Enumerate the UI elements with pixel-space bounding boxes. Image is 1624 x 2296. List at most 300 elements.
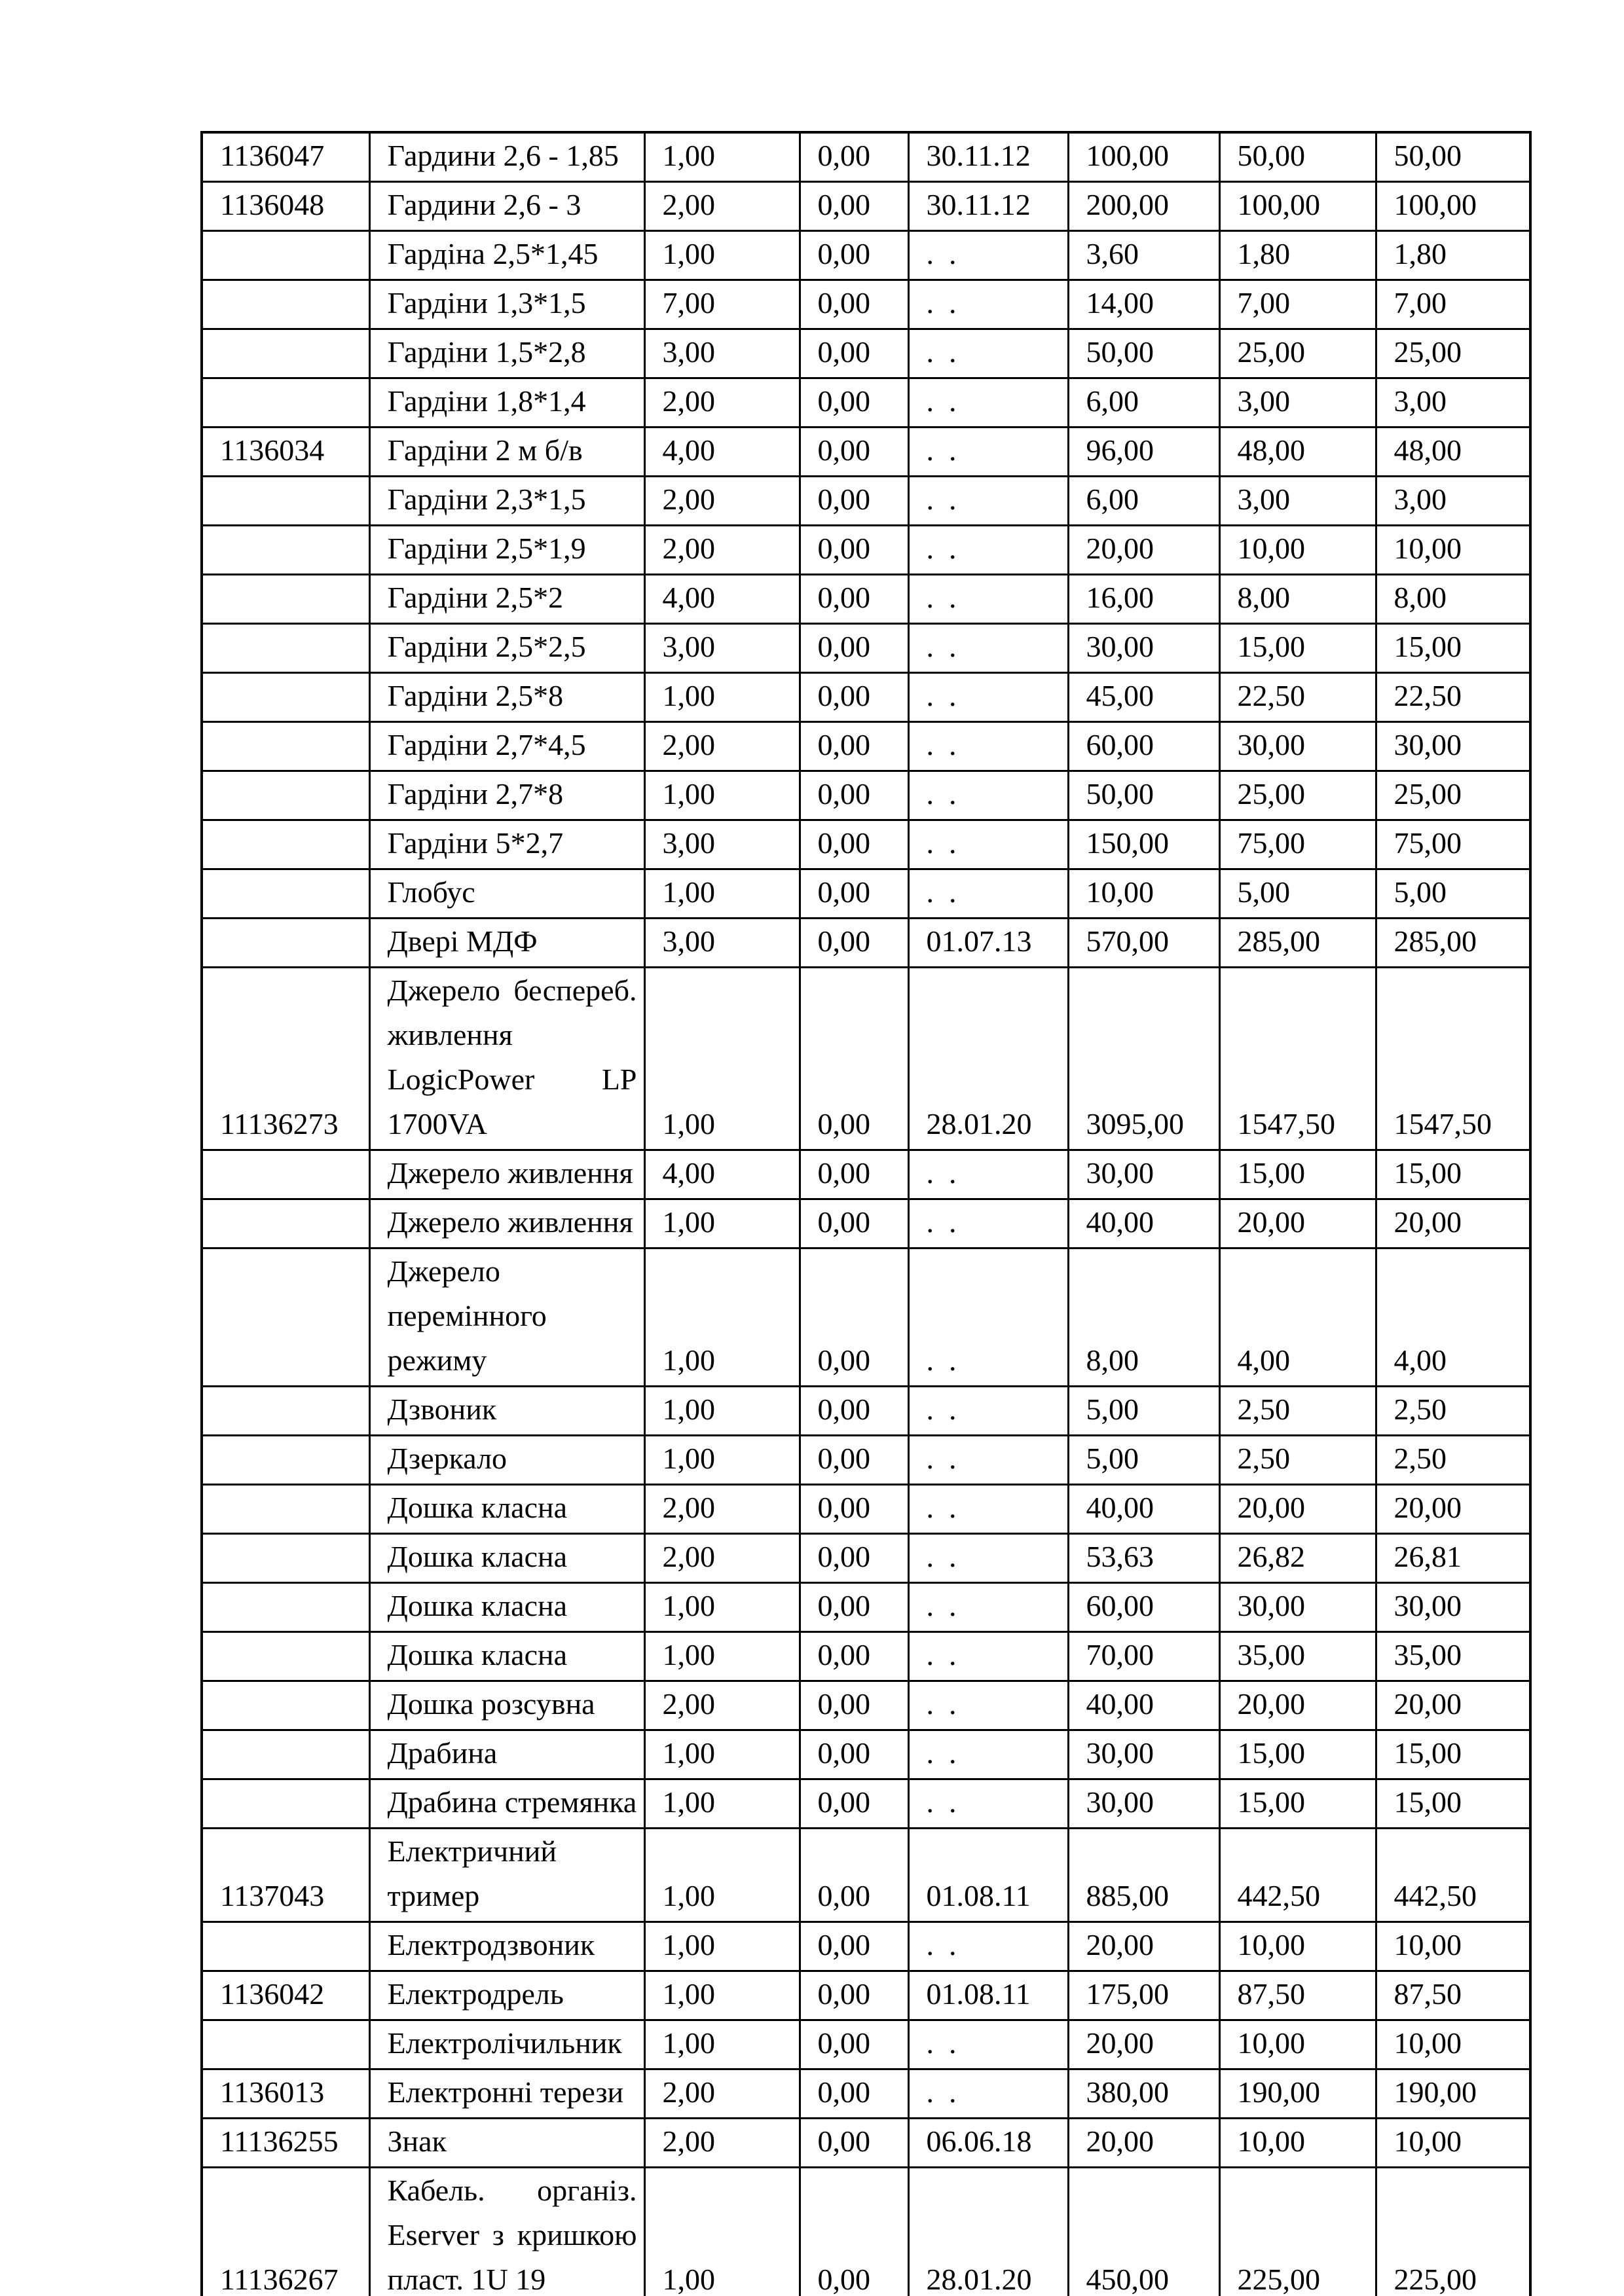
secondary-qty-cell: 0,00 [800, 820, 908, 869]
item-name-cell: Кабель. організ. Eserver з кришкою пласт. 1U 19 [369, 2168, 644, 2296]
inventory-id-cell [202, 1150, 369, 1199]
inventory-table-body [202, 132, 1530, 2296]
item-name-cell: Гардіни 5*2,7 [369, 820, 644, 869]
table-row [202, 477, 1530, 526]
half-value-1-cell: 3,00 [1219, 378, 1376, 428]
date-cell: . . [908, 1199, 1068, 1248]
total-value-cell: 450,00 [1068, 2168, 1219, 2296]
total-value-cell: 6,00 [1068, 477, 1219, 526]
date-cell: . . [908, 1779, 1068, 1829]
date-cell: 28.01.20 [908, 2168, 1068, 2296]
item-name-cell: Гардіни 1,5*2,8 [369, 329, 644, 378]
secondary-qty-cell: 0,00 [800, 2069, 908, 2119]
table-row [202, 1436, 1530, 1485]
quantity-cell: 3,00 [644, 919, 800, 968]
table-row [202, 673, 1530, 722]
quantity-cell: 2,00 [644, 1534, 800, 1583]
half-value-1-cell: 20,00 [1219, 1485, 1376, 1534]
secondary-qty-cell: 0,00 [800, 1387, 908, 1436]
total-value-cell: 3,60 [1068, 231, 1219, 280]
quantity-cell: 1,00 [644, 2020, 800, 2069]
half-value-2-cell: 20,00 [1376, 1681, 1530, 1730]
half-value-1-cell: 30,00 [1219, 722, 1376, 771]
table-row [202, 624, 1530, 673]
inventory-id-cell [202, 477, 369, 526]
inventory-id-cell: 11136255 [202, 2119, 369, 2168]
half-value-1-cell: 442,50 [1219, 1829, 1376, 1922]
table-row [202, 182, 1530, 231]
date-cell: 06.06.18 [908, 2119, 1068, 2168]
secondary-qty-cell: 0,00 [800, 1583, 908, 1632]
inventory-id-cell: 1136013 [202, 2069, 369, 2119]
total-value-cell: 380,00 [1068, 2069, 1219, 2119]
secondary-qty-cell: 0,00 [800, 771, 908, 820]
table-row [202, 1485, 1530, 1534]
half-value-2-cell: 442,50 [1376, 1829, 1530, 1922]
total-value-cell: 40,00 [1068, 1681, 1219, 1730]
total-value-cell: 20,00 [1068, 1922, 1219, 1971]
date-cell: . . [908, 280, 1068, 329]
quantity-cell: 3,00 [644, 820, 800, 869]
table-row [202, 2119, 1530, 2168]
inventory-id-cell: 1136042 [202, 1971, 369, 2020]
half-value-2-cell: 2,50 [1376, 1436, 1530, 1485]
half-value-2-cell: 15,00 [1376, 624, 1530, 673]
inventory-id-cell [202, 575, 369, 624]
table-row [202, 1971, 1530, 2020]
secondary-qty-cell: 0,00 [800, 2119, 908, 2168]
item-name-cell: Дошка розсувна [369, 1681, 644, 1730]
half-value-2-cell: 75,00 [1376, 820, 1530, 869]
item-name-cell: Гардіни 2,7*4,5 [369, 722, 644, 771]
half-value-2-cell: 4,00 [1376, 1248, 1530, 1387]
half-value-2-cell: 20,00 [1376, 1485, 1530, 1534]
half-value-1-cell: 5,00 [1219, 869, 1376, 919]
date-cell: 01.07.13 [908, 919, 1068, 968]
inventory-id-cell: 11136267 [202, 2168, 369, 2296]
quantity-cell: 4,00 [644, 428, 800, 477]
total-value-cell: 6,00 [1068, 378, 1219, 428]
half-value-1-cell: 3,00 [1219, 477, 1376, 526]
half-value-2-cell: 15,00 [1376, 1730, 1530, 1779]
date-cell: . . [908, 673, 1068, 722]
secondary-qty-cell: 0,00 [800, 280, 908, 329]
quantity-cell: 1,00 [644, 1922, 800, 1971]
item-name-cell: Джерело живлення [369, 1199, 644, 1248]
total-value-cell: 5,00 [1068, 1436, 1219, 1485]
half-value-1-cell: 15,00 [1219, 1150, 1376, 1199]
table-row [202, 1922, 1530, 1971]
date-cell: . . [908, 2069, 1068, 2119]
secondary-qty-cell: 0,00 [800, 1922, 908, 1971]
half-value-2-cell: 10,00 [1376, 2119, 1530, 2168]
table-row [202, 919, 1530, 968]
item-name-cell: Драбина стремянка [369, 1779, 644, 1829]
date-cell: 01.08.11 [908, 1971, 1068, 2020]
table-row [202, 231, 1530, 280]
half-value-1-cell: 10,00 [1219, 1922, 1376, 1971]
half-value-1-cell: 2,50 [1219, 1387, 1376, 1436]
item-name-cell: Гардіни 1,8*1,4 [369, 378, 644, 428]
half-value-1-cell: 225,00 [1219, 2168, 1376, 2296]
half-value-2-cell: 15,00 [1376, 1779, 1530, 1829]
secondary-qty-cell: 0,00 [800, 231, 908, 280]
table-row [202, 771, 1530, 820]
quantity-cell: 2,00 [644, 2119, 800, 2168]
date-cell: . . [908, 378, 1068, 428]
secondary-qty-cell: 0,00 [800, 2020, 908, 2069]
inventory-table [200, 131, 1532, 2296]
item-name-cell: Гардіни 2,5*8 [369, 673, 644, 722]
quantity-cell: 1,00 [644, 1829, 800, 1922]
table-row [202, 2020, 1530, 2069]
total-value-cell: 175,00 [1068, 1971, 1219, 2020]
secondary-qty-cell: 0,00 [800, 1632, 908, 1681]
half-value-1-cell: 20,00 [1219, 1681, 1376, 1730]
quantity-cell: 2,00 [644, 2069, 800, 2119]
half-value-2-cell: 26,81 [1376, 1534, 1530, 1583]
date-cell: . . [908, 722, 1068, 771]
total-value-cell: 96,00 [1068, 428, 1219, 477]
secondary-qty-cell: 0,00 [800, 1436, 908, 1485]
half-value-1-cell: 8,00 [1219, 575, 1376, 624]
total-value-cell: 885,00 [1068, 1829, 1219, 1922]
secondary-qty-cell: 0,00 [800, 1199, 908, 1248]
table-row [202, 526, 1530, 575]
half-value-1-cell: 10,00 [1219, 2119, 1376, 2168]
quantity-cell: 1,00 [644, 673, 800, 722]
total-value-cell: 570,00 [1068, 919, 1219, 968]
item-name-cell: Гардіни 2,5*2 [369, 575, 644, 624]
half-value-1-cell: 50,00 [1219, 132, 1376, 182]
table-row [202, 378, 1530, 428]
half-value-1-cell: 10,00 [1219, 526, 1376, 575]
item-name-cell: Гардини 2,6 - 3 [369, 182, 644, 231]
table-row [202, 132, 1530, 182]
half-value-1-cell: 4,00 [1219, 1248, 1376, 1387]
date-cell: 01.08.11 [908, 1829, 1068, 1922]
total-value-cell: 53,63 [1068, 1534, 1219, 1583]
half-value-1-cell: 15,00 [1219, 1779, 1376, 1829]
total-value-cell: 40,00 [1068, 1485, 1219, 1534]
secondary-qty-cell: 0,00 [800, 673, 908, 722]
total-value-cell: 14,00 [1068, 280, 1219, 329]
quantity-cell: 2,00 [644, 722, 800, 771]
half-value-2-cell: 25,00 [1376, 329, 1530, 378]
item-name-cell: Дошка класна [369, 1485, 644, 1534]
half-value-2-cell: 2,50 [1376, 1387, 1530, 1436]
item-name-cell: Електродзвоник [369, 1922, 644, 1971]
total-value-cell: 60,00 [1068, 722, 1219, 771]
date-cell: . . [908, 1730, 1068, 1779]
total-value-cell: 30,00 [1068, 624, 1219, 673]
inventory-id-cell [202, 869, 369, 919]
item-name-cell: Гардіни 2,3*1,5 [369, 477, 644, 526]
total-value-cell: 20,00 [1068, 2119, 1219, 2168]
quantity-cell: 1,00 [644, 231, 800, 280]
secondary-qty-cell: 0,00 [800, 624, 908, 673]
inventory-id-cell: 1137043 [202, 1829, 369, 1922]
inventory-id-cell [202, 1583, 369, 1632]
item-name-cell: Електричний тример [369, 1829, 644, 1922]
date-cell: . . [908, 1150, 1068, 1199]
total-value-cell: 8,00 [1068, 1248, 1219, 1387]
inventory-id-cell: 11136273 [202, 968, 369, 1150]
half-value-2-cell: 3,00 [1376, 477, 1530, 526]
half-value-2-cell: 8,00 [1376, 575, 1530, 624]
item-name-cell: Електронні терези [369, 2069, 644, 2119]
table-row [202, 329, 1530, 378]
total-value-cell: 30,00 [1068, 1150, 1219, 1199]
table-row [202, 1632, 1530, 1681]
half-value-1-cell: 75,00 [1219, 820, 1376, 869]
inventory-id-cell [202, 1485, 369, 1534]
half-value-2-cell: 22,50 [1376, 673, 1530, 722]
date-cell: . . [908, 1922, 1068, 1971]
date-cell: 30.11.12 [908, 132, 1068, 182]
table-row [202, 1534, 1530, 1583]
item-name-cell: Дзвоник [369, 1387, 644, 1436]
inventory-id-cell [202, 378, 369, 428]
inventory-id-cell [202, 771, 369, 820]
secondary-qty-cell: 0,00 [800, 378, 908, 428]
half-value-1-cell: 15,00 [1219, 1730, 1376, 1779]
secondary-qty-cell: 0,00 [800, 1829, 908, 1922]
total-value-cell: 20,00 [1068, 2020, 1219, 2069]
quantity-cell: 1,00 [644, 2168, 800, 2296]
half-value-1-cell: 1547,50 [1219, 968, 1376, 1150]
total-value-cell: 40,00 [1068, 1199, 1219, 1248]
item-name-cell: Електродрель [369, 1971, 644, 2020]
inventory-id-cell [202, 329, 369, 378]
inventory-id-cell [202, 1779, 369, 1829]
inventory-id-cell [202, 1730, 369, 1779]
quantity-cell: 1,00 [644, 1779, 800, 1829]
total-value-cell: 3095,00 [1068, 968, 1219, 1150]
table-row [202, 722, 1530, 771]
table-row [202, 1779, 1530, 1829]
item-name-cell: Гардіни 2 м б/в [369, 428, 644, 477]
item-name-cell: Джерело перемінного режиму [369, 1248, 644, 1387]
item-name-cell: Гардини 2,6 - 1,85 [369, 132, 644, 182]
secondary-qty-cell: 0,00 [800, 132, 908, 182]
quantity-cell: 4,00 [644, 575, 800, 624]
half-value-2-cell: 25,00 [1376, 771, 1530, 820]
quantity-cell: 1,00 [644, 1730, 800, 1779]
date-cell: 28.01.20 [908, 968, 1068, 1150]
date-cell: . . [908, 526, 1068, 575]
half-value-2-cell: 48,00 [1376, 428, 1530, 477]
quantity-cell: 1,00 [644, 1248, 800, 1387]
secondary-qty-cell: 0,00 [800, 1730, 908, 1779]
total-value-cell: 10,00 [1068, 869, 1219, 919]
inventory-id-cell [202, 280, 369, 329]
date-cell: 30.11.12 [908, 182, 1068, 231]
half-value-2-cell: 30,00 [1376, 1583, 1530, 1632]
secondary-qty-cell: 0,00 [800, 2168, 908, 2296]
inventory-id-cell: 1136034 [202, 428, 369, 477]
date-cell: . . [908, 1248, 1068, 1387]
inventory-id-cell [202, 722, 369, 771]
half-value-2-cell: 7,00 [1376, 280, 1530, 329]
secondary-qty-cell: 0,00 [800, 1681, 908, 1730]
inventory-id-cell: 1136047 [202, 132, 369, 182]
quantity-cell: 1,00 [644, 1971, 800, 2020]
half-value-1-cell: 7,00 [1219, 280, 1376, 329]
half-value-2-cell: 87,50 [1376, 1971, 1530, 2020]
quantity-cell: 1,00 [644, 968, 800, 1150]
half-value-1-cell: 2,50 [1219, 1436, 1376, 1485]
table-row [202, 280, 1530, 329]
secondary-qty-cell: 0,00 [800, 869, 908, 919]
half-value-2-cell: 35,00 [1376, 1632, 1530, 1681]
item-name-cell: Двері МДФ [369, 919, 644, 968]
item-name-cell: Драбина [369, 1730, 644, 1779]
quantity-cell: 1,00 [644, 771, 800, 820]
half-value-1-cell: 100,00 [1219, 182, 1376, 231]
total-value-cell: 70,00 [1068, 1632, 1219, 1681]
inventory-id-cell [202, 1387, 369, 1436]
half-value-2-cell: 1,80 [1376, 231, 1530, 280]
total-value-cell: 30,00 [1068, 1730, 1219, 1779]
total-value-cell: 5,00 [1068, 1387, 1219, 1436]
half-value-2-cell: 285,00 [1376, 919, 1530, 968]
half-value-2-cell: 10,00 [1376, 1922, 1530, 1971]
secondary-qty-cell: 0,00 [800, 919, 908, 968]
date-cell: . . [908, 329, 1068, 378]
secondary-qty-cell: 0,00 [800, 1779, 908, 1829]
table-row [202, 869, 1530, 919]
half-value-2-cell: 20,00 [1376, 1199, 1530, 1248]
table-row [202, 968, 1530, 1150]
date-cell: . . [908, 1632, 1068, 1681]
secondary-qty-cell: 0,00 [800, 1248, 908, 1387]
inventory-id-cell [202, 1681, 369, 1730]
half-value-2-cell: 10,00 [1376, 526, 1530, 575]
quantity-cell: 1,00 [644, 869, 800, 919]
total-value-cell: 50,00 [1068, 329, 1219, 378]
quantity-cell: 7,00 [644, 280, 800, 329]
half-value-1-cell: 20,00 [1219, 1199, 1376, 1248]
item-name-cell: Джерело беспереб. живлення LogicPower LP 1700VA [369, 968, 644, 1150]
half-value-1-cell: 22,50 [1219, 673, 1376, 722]
date-cell: . . [908, 231, 1068, 280]
inventory-id-cell [202, 1248, 369, 1387]
quantity-cell: 2,00 [644, 378, 800, 428]
half-value-2-cell: 50,00 [1376, 132, 1530, 182]
secondary-qty-cell: 0,00 [800, 526, 908, 575]
half-value-2-cell: 100,00 [1376, 182, 1530, 231]
table-row [202, 1681, 1530, 1730]
date-cell: . . [908, 1534, 1068, 1583]
half-value-2-cell: 1547,50 [1376, 968, 1530, 1150]
secondary-qty-cell: 0,00 [800, 182, 908, 231]
item-name-cell: Дошка класна [369, 1583, 644, 1632]
half-value-1-cell: 26,82 [1219, 1534, 1376, 1583]
inventory-id-cell [202, 2020, 369, 2069]
quantity-cell: 1,00 [644, 1632, 800, 1681]
table-row [202, 575, 1530, 624]
half-value-1-cell: 87,50 [1219, 1971, 1376, 2020]
item-name-cell: Дошка класна [369, 1632, 644, 1681]
half-value-2-cell: 5,00 [1376, 869, 1530, 919]
total-value-cell: 100,00 [1068, 132, 1219, 182]
inventory-id-cell [202, 624, 369, 673]
table-row [202, 1248, 1530, 1387]
total-value-cell: 60,00 [1068, 1583, 1219, 1632]
inventory-id-cell [202, 231, 369, 280]
half-value-2-cell: 30,00 [1376, 722, 1530, 771]
inventory-id-cell [202, 820, 369, 869]
secondary-qty-cell: 0,00 [800, 329, 908, 378]
half-value-1-cell: 10,00 [1219, 2020, 1376, 2069]
inventory-id-cell [202, 526, 369, 575]
quantity-cell: 2,00 [644, 1681, 800, 1730]
date-cell: . . [908, 1387, 1068, 1436]
half-value-1-cell: 1,80 [1219, 231, 1376, 280]
quantity-cell: 2,00 [644, 526, 800, 575]
item-name-cell: Гардіни 2,5*2,5 [369, 624, 644, 673]
table-row [202, 1199, 1530, 1248]
half-value-1-cell: 190,00 [1219, 2069, 1376, 2119]
secondary-qty-cell: 0,00 [800, 968, 908, 1150]
half-value-1-cell: 48,00 [1219, 428, 1376, 477]
item-name-cell: Гардіни 1,3*1,5 [369, 280, 644, 329]
quantity-cell: 2,00 [644, 182, 800, 231]
quantity-cell: 2,00 [644, 1485, 800, 1534]
quantity-cell: 1,00 [644, 1387, 800, 1436]
table-row [202, 2069, 1530, 2119]
secondary-qty-cell: 0,00 [800, 1534, 908, 1583]
half-value-2-cell: 225,00 [1376, 2168, 1530, 2296]
total-value-cell: 200,00 [1068, 182, 1219, 231]
total-value-cell: 50,00 [1068, 771, 1219, 820]
date-cell: . . [908, 2020, 1068, 2069]
half-value-1-cell: 30,00 [1219, 1583, 1376, 1632]
date-cell: . . [908, 1681, 1068, 1730]
quantity-cell: 1,00 [644, 132, 800, 182]
item-name-cell: Джерело живлення [369, 1150, 644, 1199]
item-name-cell: Дзеркало [369, 1436, 644, 1485]
date-cell: . . [908, 869, 1068, 919]
quantity-cell: 1,00 [644, 1583, 800, 1632]
inventory-id-cell [202, 1534, 369, 1583]
half-value-2-cell: 190,00 [1376, 2069, 1530, 2119]
inventory-id-cell [202, 673, 369, 722]
quantity-cell: 3,00 [644, 624, 800, 673]
inventory-id-cell [202, 1199, 369, 1248]
item-name-cell: Гардіни 2,7*8 [369, 771, 644, 820]
inventory-id-cell [202, 1436, 369, 1485]
date-cell: . . [908, 1583, 1068, 1632]
secondary-qty-cell: 0,00 [800, 575, 908, 624]
half-value-1-cell: 35,00 [1219, 1632, 1376, 1681]
secondary-qty-cell: 0,00 [800, 1150, 908, 1199]
date-cell: . . [908, 477, 1068, 526]
date-cell: . . [908, 428, 1068, 477]
secondary-qty-cell: 0,00 [800, 428, 908, 477]
inventory-id-cell [202, 1922, 369, 1971]
secondary-qty-cell: 0,00 [800, 1485, 908, 1534]
total-value-cell: 16,00 [1068, 575, 1219, 624]
table-row [202, 428, 1530, 477]
quantity-cell: 1,00 [644, 1199, 800, 1248]
item-name-cell: Електролічильник [369, 2020, 644, 2069]
table-row [202, 1150, 1530, 1199]
date-cell: . . [908, 1485, 1068, 1534]
total-value-cell: 45,00 [1068, 673, 1219, 722]
total-value-cell: 20,00 [1068, 526, 1219, 575]
